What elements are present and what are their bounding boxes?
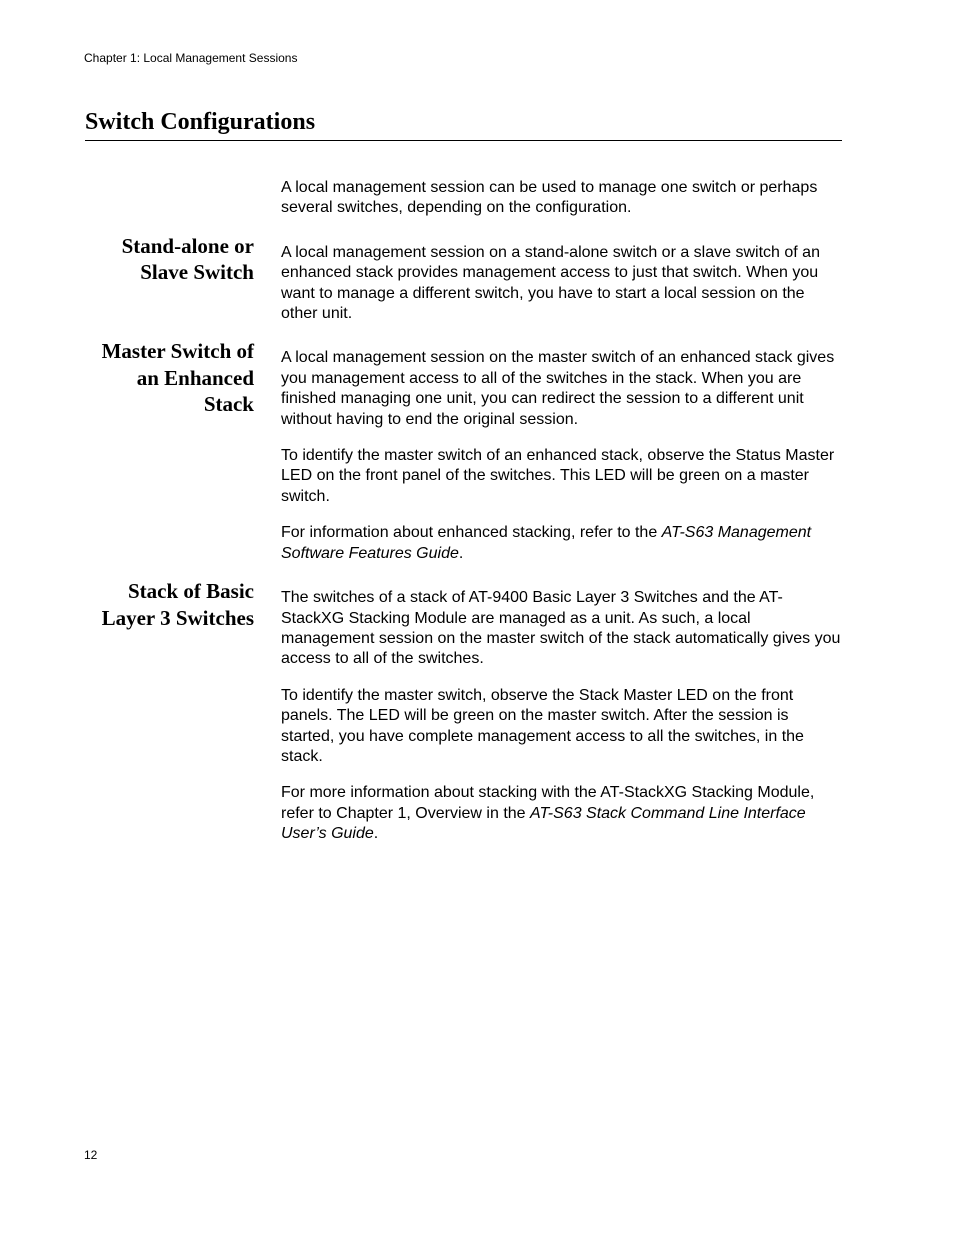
paragraph: To identify the master switch of an enhanced stack, observe the Status Master LED on the front panel of the switches. This LED will be green on a master switch. bbox=[281, 447, 835, 505]
section-heading-standalone-slave: Stand-alone or Slave Switch bbox=[121, 233, 254, 285]
page-title: Switch Configurations bbox=[85, 109, 316, 135]
section-standalone-slave bbox=[85, 233, 845, 325]
running-header: Chapter 1: Local Management Sessions bbox=[84, 51, 298, 65]
section-master-enhanced-stack bbox=[85, 339, 845, 564]
intro-paragraph: A local management session can be used to manage one switch or perhaps several switches, depending on the configuration. bbox=[281, 179, 818, 217]
section-body-standalone-slave bbox=[281, 243, 845, 325]
title-rule bbox=[85, 140, 842, 141]
paragraph: The switches of a stack of AT-9400 Basic Layer 3 Switches and the AT-StackXG Stacking Module are managed as a unit. As such, a local management session on the master switch of the stack automatically gives you access to all of the switches. bbox=[281, 589, 841, 668]
text-run: . bbox=[458, 544, 464, 562]
paragraph: To identify the master switch, observe the Stack Master LED on the front panels. The LED will be green on the master switch. After the session is started, you have complete management access to all the switches, in the stack. bbox=[281, 686, 804, 765]
section-heading-basic-layer3-stack: Stack of Basic Layer 3 Switches bbox=[101, 579, 254, 630]
paragraph-with-reference bbox=[281, 783, 845, 844]
section-heading-master-enhanced-stack: Master Switch of an Enhanced Stack bbox=[101, 339, 254, 417]
paragraph-with-reference bbox=[281, 523, 845, 564]
section-basic-layer3-stack bbox=[85, 579, 845, 844]
document-reference: AT-S63 Stack Command Line Interface User’s Guide bbox=[281, 804, 806, 843]
page-content bbox=[85, 178, 845, 869]
document-reference: AT-S63 Management Software Features Guide bbox=[281, 524, 812, 562]
paragraph: A local management session on the master switch of an enhanced stack gives you management access to all of the switches in the stack. When you are finished managing one unit, you can redirect the session to a different unit without having to end the original session. bbox=[281, 349, 835, 428]
text-run: For more information about stacking with the AT-StackXG Stacking Module, refer to Chapter 1, Overview in the bbox=[281, 784, 815, 822]
section-body-master-enhanced-stack bbox=[281, 348, 845, 564]
paragraph: A local management session on a stand-alone switch or a slave switch of an enhanced stack provides management access to just that switch. When you want to manage a different switch, you have to start a local session on the other unit. bbox=[281, 243, 820, 323]
page-number: 12 bbox=[84, 1148, 98, 1162]
intro-block bbox=[281, 178, 845, 219]
section-body-basic-layer3-stack bbox=[281, 588, 845, 844]
text-run: . bbox=[373, 825, 379, 843]
text-run: For information about enhanced stacking, refer to the bbox=[281, 524, 662, 542]
